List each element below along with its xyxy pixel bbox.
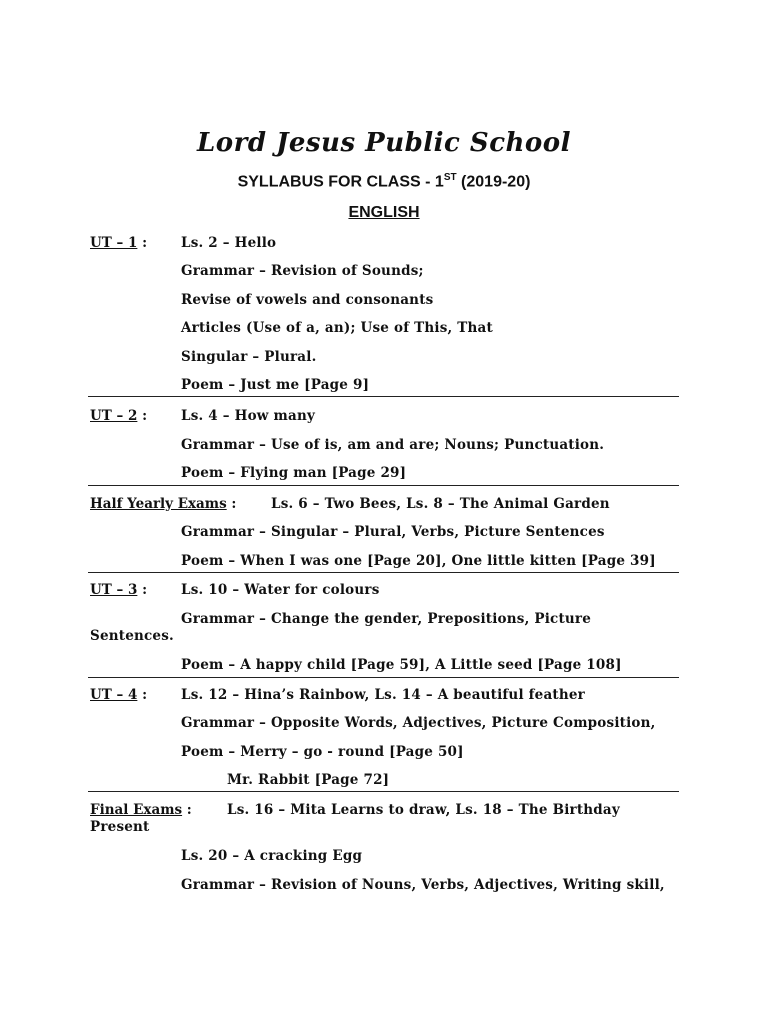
ut1-label-text: UT – 1: [90, 235, 138, 251]
ut2-line-1: Ls. 4 – How many: [181, 408, 316, 424]
ut1-line-3: Revise of vowels and consonants: [181, 292, 434, 308]
section-divider: [88, 572, 679, 573]
syllabus-title-suffix: (2019-20): [456, 173, 531, 191]
ut2-label-text: UT – 2: [90, 408, 138, 424]
school-name: Lord Jesus Public School: [197, 128, 571, 158]
syllabus-title: [0, 172, 768, 191]
ut3-line-3: Sentences.: [90, 628, 174, 644]
section-divider: [88, 485, 679, 486]
final-exams-label-sep: :: [182, 802, 192, 818]
syllabus-title-sup: ST: [443, 172, 457, 183]
ut3-line-2: Grammar – Change the gender, Prepositions, Picture: [181, 611, 592, 627]
half-yearly-line-2: Grammar – Singular – Plural, Verbs, Picture Sentences: [181, 524, 605, 540]
ut1-line-4: Articles (Use of a, an); Use of This, That: [181, 320, 493, 336]
ut4-line-1: Ls. 12 – Hina’s Rainbow, Ls. 14 – A beautiful feather: [181, 687, 585, 703]
final-exams-line-1: Ls. 16 – Mita Learns to draw, Ls. 18 – The Birthday: [227, 802, 620, 818]
section-divider: [88, 677, 679, 678]
ut4-label-sep: :: [137, 687, 148, 703]
ut3-line-1: Ls. 10 – Water for colours: [181, 582, 380, 598]
ut1-line-6: Poem – Just me [Page 9]: [181, 377, 370, 393]
ut1-line-5: Singular – Plural.: [181, 349, 317, 365]
ut4-line-3: Poem – Merry – go - round [Page 50]: [181, 744, 464, 760]
ut4-line-2: Grammar – Opposite Words, Adjectives, Picture Composition,: [181, 715, 656, 731]
ut1-line-2: Grammar – Revision of Sounds;: [181, 263, 424, 279]
ut4-line-4: Mr. Rabbit [Page 72]: [227, 772, 390, 788]
ut2-line-3: Poem – Flying man [Page 29]: [181, 465, 407, 481]
ut2-label: [90, 408, 147, 424]
final-exams-line-3: Ls. 20 – A cracking Egg: [181, 848, 363, 864]
syllabus-title-prefix: SYLLABUS FOR CLASS - 1: [237, 173, 444, 191]
subject-heading-text: ENGLISH: [348, 204, 420, 221]
half-yearly-label-sep: :: [226, 496, 237, 512]
final-exams-line-2: Present: [90, 819, 150, 835]
final-exams-label-text: Final Exams: [90, 802, 183, 818]
ut1-label-sep: :: [137, 235, 148, 251]
section-divider: [88, 791, 679, 792]
ut1-label: [90, 235, 147, 251]
ut3-label: [90, 582, 147, 598]
ut2-label-sep: :: [137, 408, 148, 424]
final-exams-line-4: Grammar – Revision of Nouns, Verbs, Adjectives, Writing skill,: [181, 877, 665, 893]
ut3-label-text: UT – 3: [90, 582, 138, 598]
ut4-label: [90, 687, 147, 703]
half-yearly-label-text: Half Yearly Exams: [90, 496, 227, 512]
section-divider: [88, 396, 679, 397]
final-exams-label: [90, 802, 192, 818]
ut3-label-sep: :: [137, 582, 148, 598]
half-yearly-label: [90, 496, 236, 512]
ut2-line-2: Grammar – Use of is, am and are; Nouns; Punctuation.: [181, 437, 605, 453]
ut4-label-text: UT – 4: [90, 687, 138, 703]
half-yearly-line-1: Ls. 6 – Two Bees, Ls. 8 – The Animal Garden: [271, 496, 610, 512]
subject-heading: [0, 204, 768, 222]
ut1-line-1: Ls. 2 – Hello: [181, 235, 277, 251]
ut3-line-4: Poem – A happy child [Page 59], A Little seed [Page 108]: [181, 657, 622, 673]
half-yearly-line-3: Poem – When I was one [Page 20], One little kitten [Page 39]: [181, 553, 656, 569]
